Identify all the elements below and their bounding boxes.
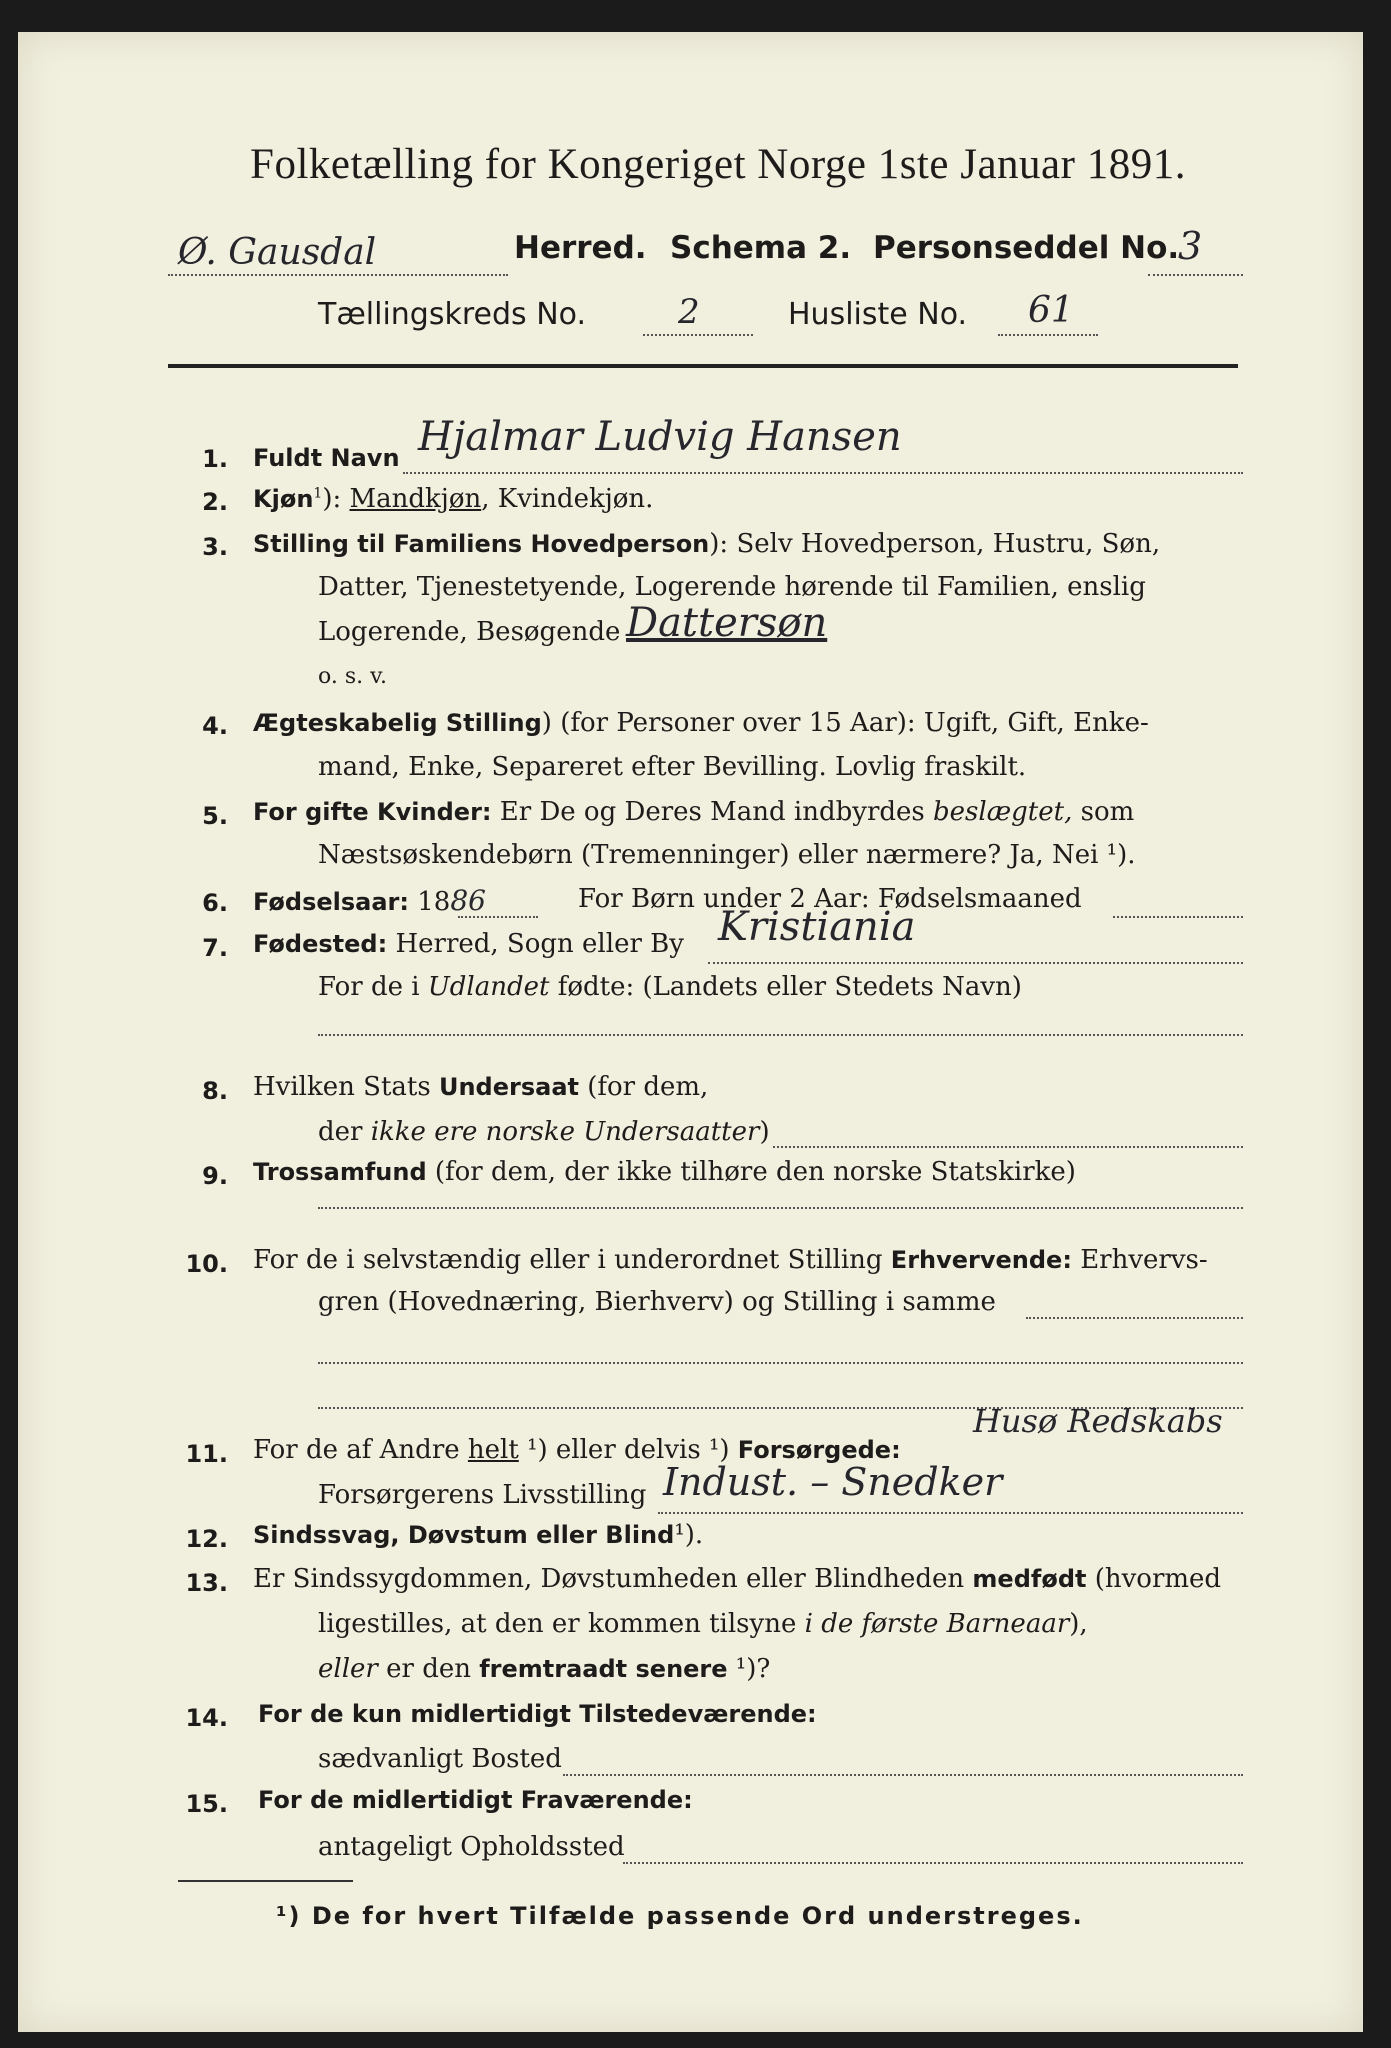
taellingskreds-fill-line (643, 334, 753, 336)
item-13-line-1-a: Er Sindssygdommen, Døvstumheden eller Blindheden (253, 1564, 973, 1594)
item-8-line-2 (318, 1117, 770, 1147)
item-10-line-2: gren (Hovednæring, Bierhverv) og Stilling i samme (318, 1287, 996, 1317)
item-2-option-mandkjon: Mandkjøn (349, 484, 482, 514)
item-13-line-3-italic: eller (318, 1654, 378, 1684)
item-10-line-1-a: For de i selvstændig eller i underordnet Stilling (253, 1245, 891, 1275)
item-7-extra-fill-line (318, 1034, 1243, 1036)
item-10-fill-line-2 (318, 1362, 1243, 1364)
item-10-number: 10. (185, 1250, 228, 1278)
item-7-line-2 (318, 972, 1022, 1002)
item-2-option-kvindekjon: , Kvindekjøn. (481, 484, 654, 514)
item-14-label: For de kun midlertidigt Tilstedeværende: (258, 1700, 817, 1728)
item-7-line-1 (253, 929, 684, 959)
item-6-year-prefix: 18 (409, 887, 451, 917)
item-13-line-3-d: ¹)? (727, 1654, 771, 1684)
item-6-year-value: 86 (450, 884, 486, 917)
item-7-line-2-b: fødte: (Landets eller Stedets Navn) (549, 972, 1022, 1002)
item-9-fill-line (318, 1207, 1243, 1209)
personseddel-label: Personseddel No. (873, 230, 1180, 266)
item-11-number: 11. (185, 1440, 228, 1468)
schema-label: Schema 2. (670, 230, 852, 266)
item-1-value: Hjalmar Ludvig Hansen (418, 414, 902, 460)
item-5-line-1-b: som (1072, 797, 1135, 827)
item-10-fill-line-1 (1026, 1317, 1243, 1319)
item-8-line-2-a: der (318, 1117, 371, 1147)
item-5-line-1-a: Er De og Deres Mand indbyrdes (491, 797, 934, 827)
item-13-line-2 (318, 1609, 1088, 1639)
item-3-number: 3. (202, 533, 228, 561)
item-2-label-after: ): (322, 484, 342, 514)
item-1-number: 1. (202, 445, 228, 473)
item-4-line-1 (253, 708, 1149, 738)
header-rule (168, 364, 1238, 368)
item-7-value: Kristiania (718, 904, 916, 950)
item-13-line-3 (318, 1654, 770, 1684)
census-form-sheet (18, 32, 1363, 2032)
personseddel-fill-line (1148, 274, 1243, 276)
item-6-label: Fødselsaar: (253, 888, 409, 916)
item-8-number: 8. (202, 1077, 228, 1105)
item-6-fill-line (1113, 916, 1243, 918)
item-4-line-1-rest: ) (for Personer over 15 Aar): Ugift, Gift, Enke- (541, 708, 1149, 738)
item-15-label: For de midlertidigt Fraværende: (258, 1786, 693, 1814)
item-5-number: 5. (202, 802, 228, 830)
item-7-label: Fødested: (253, 930, 388, 958)
item-2-sup: 1 (313, 485, 323, 502)
item-13-line-2-b: ), (1069, 1609, 1088, 1639)
item-15-fill-line (623, 1862, 1243, 1864)
item-4-label: Ægteskabelig Stilling (253, 709, 542, 737)
item-9-rest: (for dem, der ikke tilhøre den norske Statskirke) (426, 1157, 1076, 1187)
item-12-rest: ¹). (674, 1520, 704, 1550)
item-8-fill-line (773, 1146, 1243, 1148)
item-8-line-1 (253, 1072, 708, 1102)
item-11-value-2: Indust. – Snedker (663, 1460, 1003, 1504)
item-2-label: Kjøn (253, 485, 314, 513)
item-11-line-1-b: ¹) eller delvis ¹) (518, 1435, 738, 1465)
item-11-fill-line (658, 1512, 1243, 1514)
item-6-line (253, 884, 486, 917)
item-15-line-2: antageligt Opholdssted (318, 1832, 625, 1862)
item-11-value-1: Husø Redskabs (973, 1402, 1223, 1440)
item-5-line-1 (253, 797, 1134, 827)
item-14-line-2: sædvanligt Bosted (318, 1744, 562, 1774)
taellingskreds-value: 2 (678, 292, 700, 332)
item-2-text (253, 484, 653, 514)
item-3-line-1-rest: ): Selv Hovedperson, Hustru, Søn, (709, 529, 1161, 559)
item-6-rest: For Børn under 2 Aar: Fødselsmaaned (578, 884, 1082, 914)
item-14-number: 14. (185, 1704, 228, 1732)
item-8-line-1-c: (for dem, (578, 1072, 709, 1102)
item-13-line-1-c: (hvormed (1086, 1564, 1222, 1594)
item-12-line (253, 1520, 703, 1550)
item-7-line-2-italic: Udlandet (427, 972, 550, 1002)
item-13-line-2-a: ligestilles, at den er kommen tilsyne (318, 1609, 805, 1639)
husliste-fill-line (998, 334, 1098, 336)
herred-fill-line (168, 274, 508, 276)
item-3-line-1 (253, 529, 1160, 559)
item-3-line-4: o. s. v. (318, 664, 387, 689)
item-3-line-3: Logerende, Besøgende (318, 617, 621, 647)
husliste-value: 61 (1028, 290, 1074, 331)
item-15-number: 15. (185, 1790, 228, 1818)
item-8-line-2-b: ) (759, 1117, 770, 1147)
herred-label: Herred. (514, 230, 647, 266)
item-12-label: Sindssvag, Døvstum eller Blind (253, 1521, 675, 1549)
item-13-line-1 (253, 1564, 1221, 1594)
item-13-line-3-c: fremtraadt senere (479, 1655, 728, 1683)
item-8-line-2-italic: ikke ere norske Undersaatter (370, 1117, 760, 1147)
item-5-line-1-italic: beslægtet, (933, 797, 1073, 827)
item-7-line-1-rest: Herred, Sogn eller By (387, 929, 684, 959)
item-11-line-2: Forsørgerens Livsstilling (318, 1480, 647, 1510)
item-7-line-2-a: For de i (318, 972, 428, 1002)
item-6-year-fill-line (458, 916, 538, 918)
item-7-fill-line (708, 962, 1243, 964)
item-12-number: 12. (185, 1525, 228, 1553)
item-13-line-2-italic: i de første Barneaar (804, 1609, 1070, 1639)
item-13-line-1-b: medfødt (972, 1565, 1087, 1593)
item-3-value: Dattersøn (626, 600, 828, 646)
item-4-line-2: mand, Enke, Separeret efter Bevilling. Lovlig fraskilt. (318, 752, 1027, 782)
item-6-number: 6. (202, 889, 228, 917)
item-5-line-2: Næstsøskendebørn (Tremenninger) eller nærmere? Ja, Nei ¹). (318, 840, 1136, 870)
item-10-line-1 (253, 1245, 1208, 1275)
husliste-label: Husliste No. (788, 297, 968, 332)
item-10-line-1-c: Erhvervs- (1071, 1245, 1208, 1275)
taellingskreds-label: Tællingskreds No. (318, 297, 586, 332)
item-1-label: Fuldt Navn (253, 444, 400, 472)
item-9-line (253, 1157, 1076, 1187)
item-13-number: 13. (185, 1569, 228, 1597)
item-5-label: For gifte Kvinder: (253, 798, 492, 826)
footnote-rule (178, 1880, 353, 1882)
item-8-line-1-b: Undersaat (438, 1073, 579, 1101)
item-3-label: Stilling til Familiens Hovedperson (253, 530, 710, 558)
personseddel-value: 3 (1178, 224, 1203, 268)
item-7-number: 7. (202, 934, 228, 962)
item-11-line-1-c: Forsørgede: (737, 1436, 901, 1464)
item-2-number: 2. (202, 488, 228, 516)
form-title: Folketælling for Kongeriget Norge 1ste Januar 1891. (250, 141, 1186, 188)
item-14-fill-line (563, 1774, 1243, 1776)
item-11-helt: helt (467, 1435, 519, 1465)
item-10-line-1-b: Erhvervende: (890, 1246, 1072, 1274)
footnote: ¹) De for hvert Tilfælde passende Ord understreges. (276, 1902, 1084, 1930)
item-1-fill-line (403, 472, 1243, 474)
item-11-line-1-a: For de af Andre (253, 1435, 468, 1465)
item-9-label: Trossamfund (253, 1158, 427, 1186)
item-13-line-3-b: er den (377, 1654, 480, 1684)
item-4-number: 4. (202, 712, 228, 740)
item-9-number: 9. (202, 1162, 228, 1190)
item-8-line-1-a: Hvilken Stats (253, 1072, 439, 1102)
item-3-line-2: Datter, Tjenestetyende, Logerende hørende til Familien, enslig (318, 572, 1146, 602)
herred-value: Ø. Gausdal (178, 232, 377, 273)
